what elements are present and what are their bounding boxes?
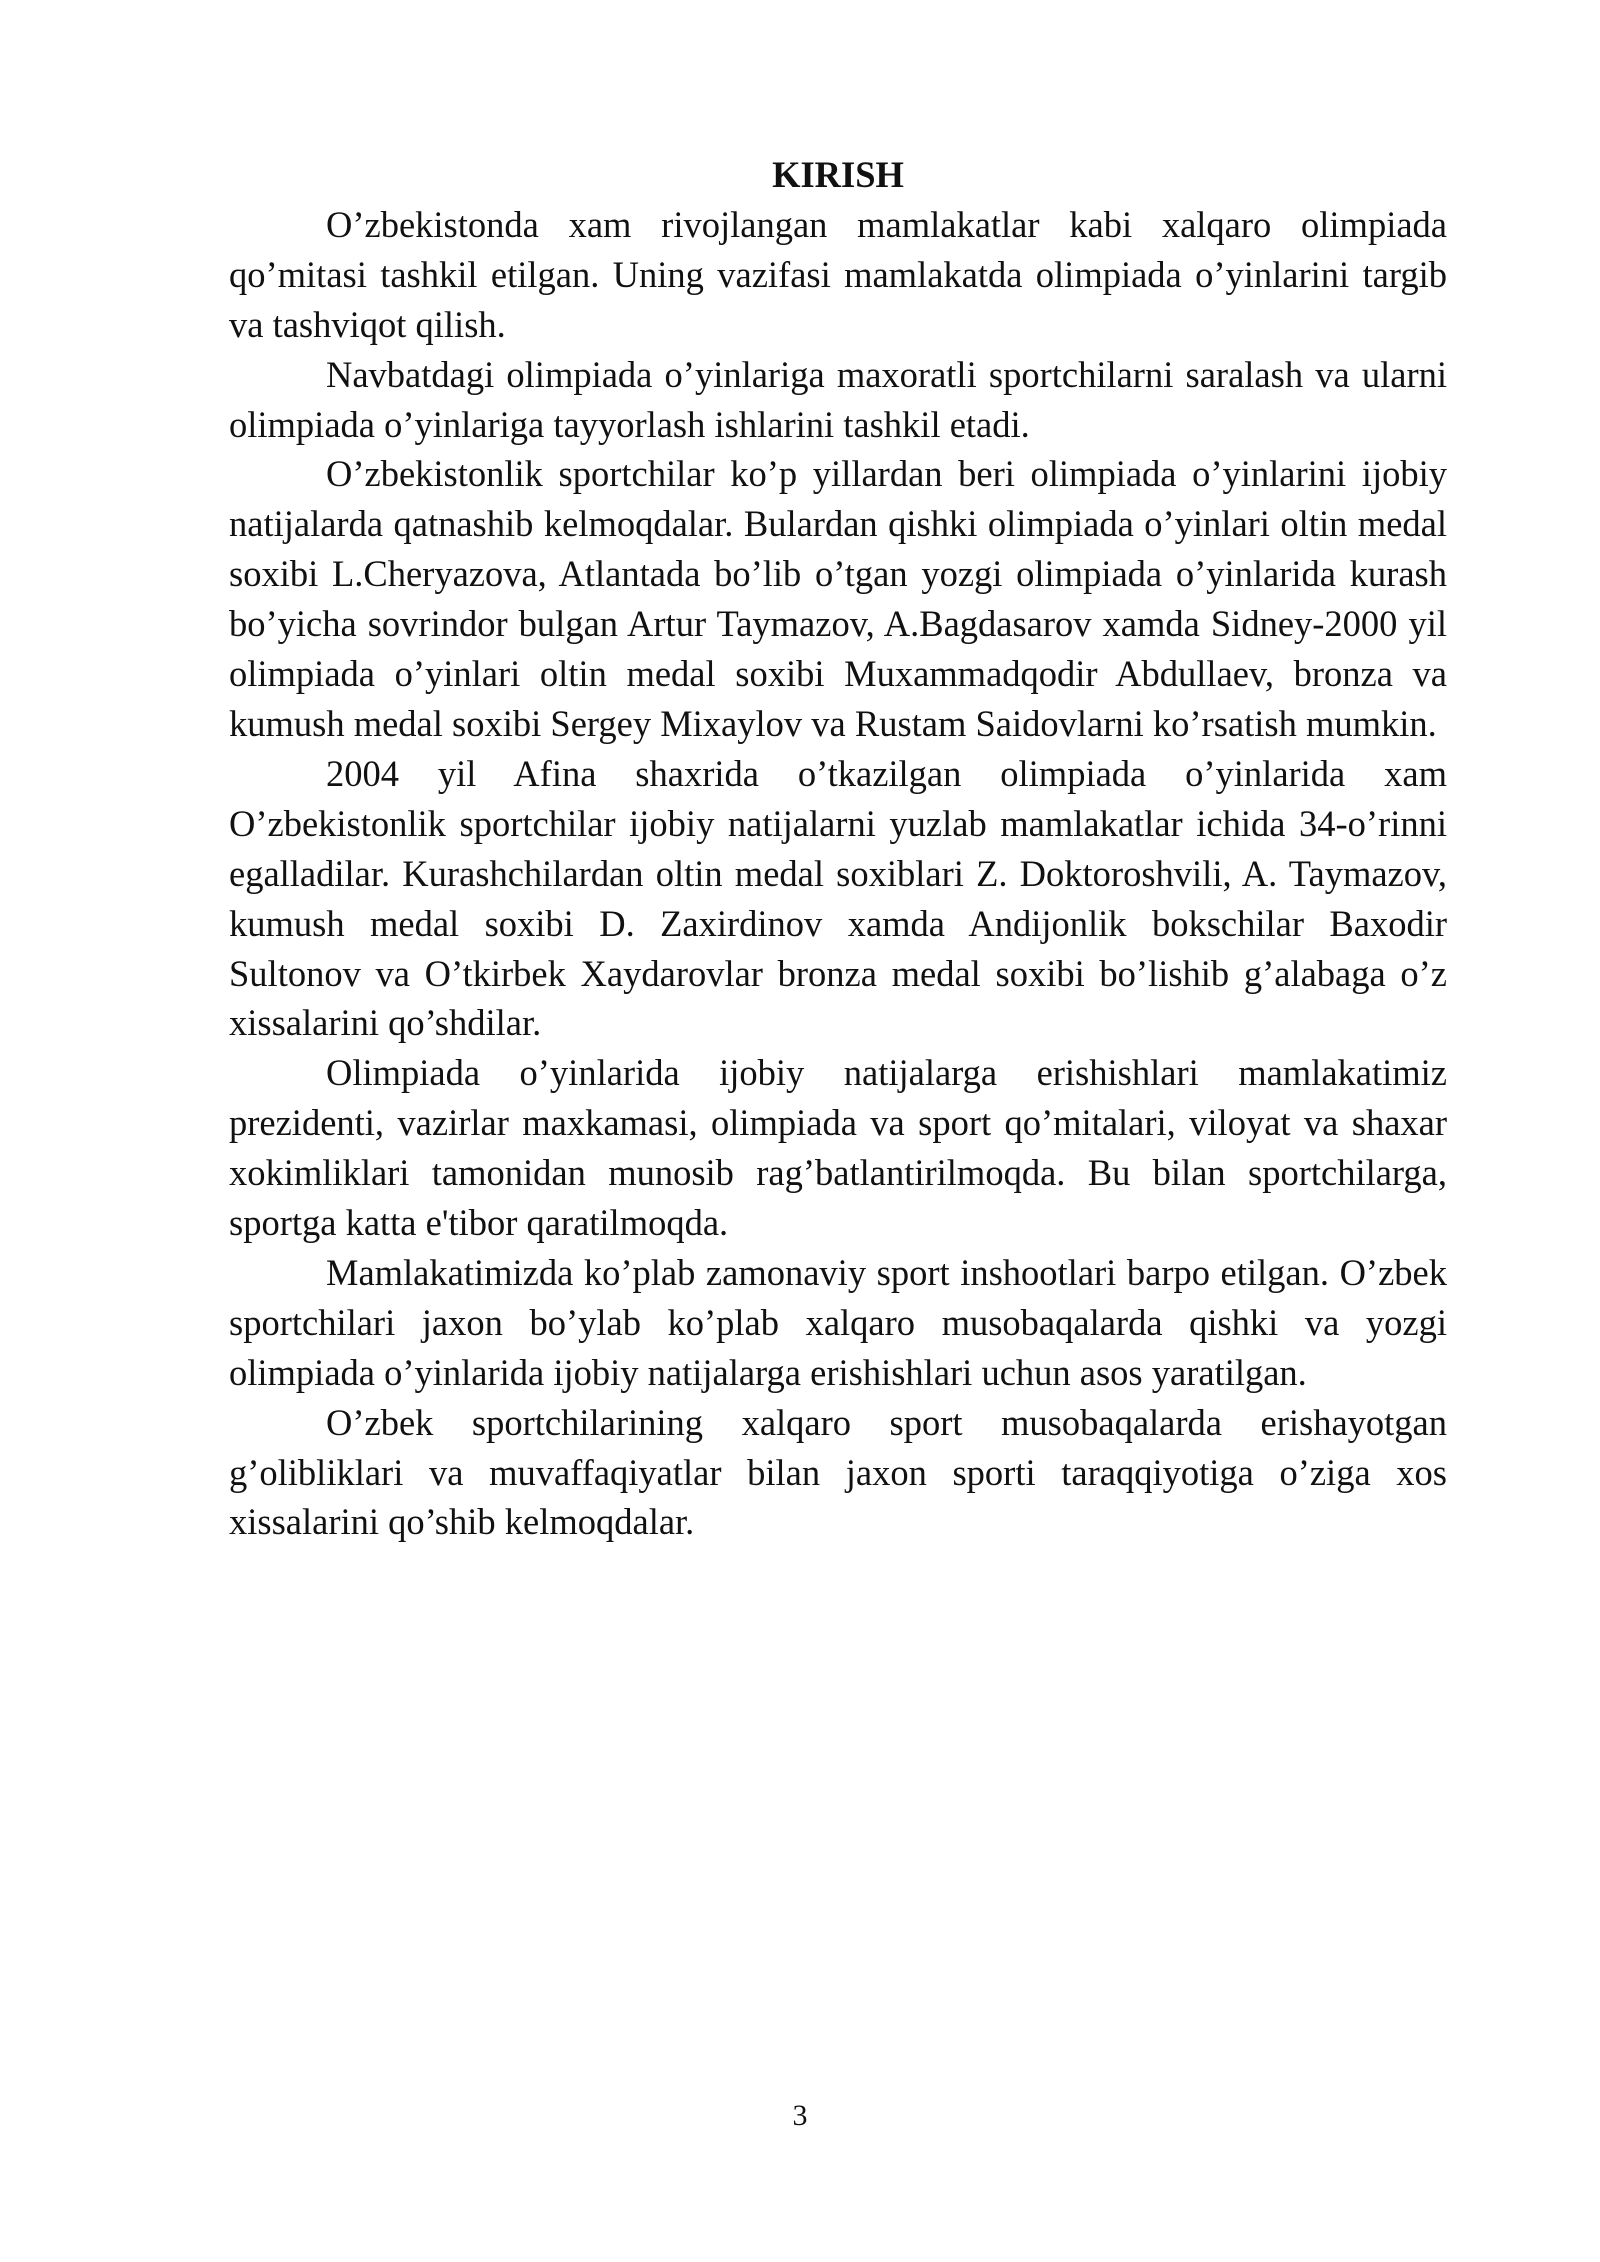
page-number: 3 (792, 2099, 808, 2132)
paragraph-2: Navbatdagi olimpiada o’yinlariga maxoratli sportchilarni saralash va ularni olimpiada o’yinlariga tayyorlash ishlarini tashkil etadi. (229, 353, 1447, 445)
page-body (229, 150, 1447, 1547)
paragraph-6: Mamlakatimizda ko’plab zamonaviy sport inshootlari barpo etilgan. O’zbek sportchilari jaxon bo’ylab ko’plab xalqaro musobaqalarda qishki va yozgi olimpiada o’yinlarida ijobiy natijalarga erishishlari uchun asos yaratilgan. (229, 1251, 1447, 1393)
section-title: KIRISH (772, 154, 904, 195)
paragraph-3: O’zbekistonlik sportchilar ko’p yillardan beri olimpiada o’yinlarini ijobiy natijalarda qatnashib kelmoqdalar. Bulardan qishki olimpiada o’yinlari oltin medal soxibi L.Cheryazova, Atlantada bo’lib o’tgan yozgi olimpiada o’yinlarida kurash bo’yicha sovrindor bulgan Artur Taymazov, A.Bagdasarov xamda Sidney-2000 yil olimpiada o’yinlari oltin medal soxibi Muxammadqodir Abdullaev, bronza va kumush medal soxibi Sergey Mixaylov va Rustam Saidovlarni ko’rsatish mumkin. (229, 453, 1447, 744)
paragraph-4: 2004 yil Afina shaxrida o’tkazilgan olimpiada o’yinlarida xam O’zbekistonlik sportchilar ijobiy natijalarni yuzlab mamlakatlar ichida 34-o’rinni egalladilar. Kurashchilardan oltin medal soxiblari Z. Doktoroshvili, A. Taymazov, kumush medal soxibi D. Zaxirdinov xamda Andijonlik bokschilar Baxodir Sultonov va O’tkirbek Xaydarovlar bronza medal soxibi bo’lishib g’alabaga o’z xissalarini qo’shdilar. (229, 752, 1447, 1044)
paragraph-1: O’zbekistonda xam rivojlangan mamlakatlar kabi xalqaro olimpiada qo’mitasi tashkil etilgan. Uning vazifasi mamlakatda olimpiada o’yinlarini targib va tashviqot qilish. (229, 203, 1447, 345)
paragraph-7: O’zbek sportchilarining xalqaro sport musobaqalarda erishayotgan g’olibliklari va muvaffaqiyatlar bilan jaxon sporti taraqqiyotiga o’ziga xos xissalarini qo’shib kelmoqdalar. (229, 1401, 1447, 1543)
paragraph-5: Olimpiada o’yinlarida ijobiy natijalarga erishishlari mamlakatimiz prezidenti, vazirlar maxkamasi, olimpiada va sport qo’mitalari, viloyat va shaxar xokimliklari tamonidan munosib rag’batlantirilmoqda. Bu bilan sportchilarga, sportga katta e'tibor qaratilmoqda. (229, 1052, 1447, 1244)
